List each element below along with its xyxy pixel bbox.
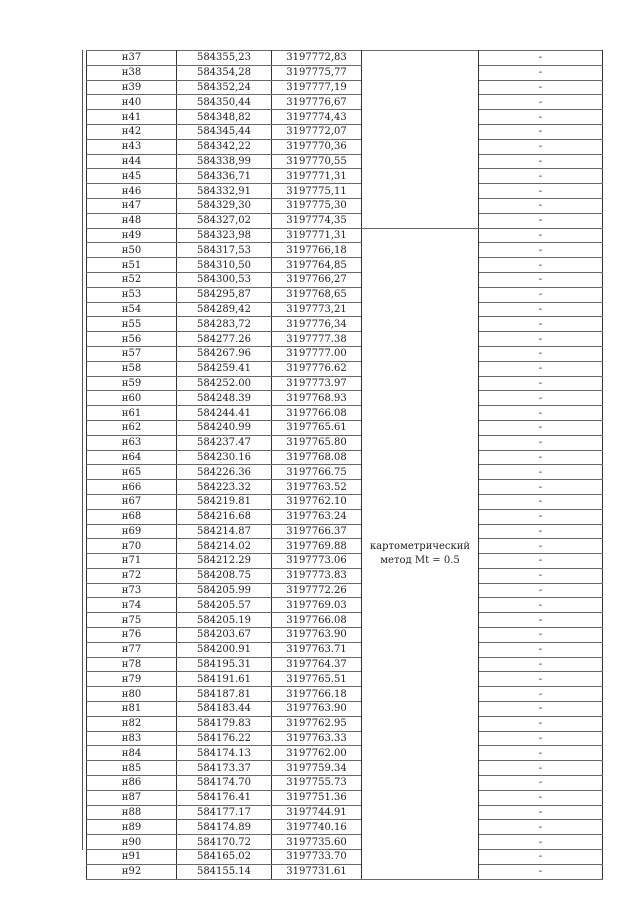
table-row (87, 332, 603, 347)
table-row (87, 761, 603, 776)
accuracy-cell: - (479, 435, 603, 450)
x-coordinate-cell: 584208.75 (177, 568, 272, 583)
table-row (87, 124, 603, 139)
point-name-cell: н71 (87, 554, 177, 569)
y-coordinate-cell: 3197775,77 (272, 65, 362, 80)
point-name-cell: н42 (87, 124, 177, 139)
point-name-cell: н58 (87, 361, 177, 376)
x-coordinate-cell: 584176.41 (177, 790, 272, 805)
point-name-cell: н56 (87, 332, 177, 347)
table-row (87, 835, 603, 850)
table-row (87, 657, 603, 672)
table-row (87, 391, 603, 406)
accuracy-cell: - (479, 139, 603, 154)
x-coordinate-cell: 584289,42 (177, 302, 272, 317)
y-coordinate-cell: 3197769.03 (272, 598, 362, 613)
table-row (87, 95, 603, 110)
point-name-cell: н51 (87, 258, 177, 273)
point-name-cell: н75 (87, 613, 177, 628)
table-row (87, 554, 603, 569)
point-name-cell: н55 (87, 317, 177, 332)
point-name-cell: н39 (87, 80, 177, 95)
point-name-cell: н60 (87, 391, 177, 406)
point-name-cell: н87 (87, 790, 177, 805)
x-coordinate-cell: 584327,02 (177, 213, 272, 228)
accuracy-cell: - (479, 583, 603, 598)
table-row (87, 139, 603, 154)
accuracy-cell: - (479, 450, 603, 465)
accuracy-cell: - (479, 420, 603, 435)
accuracy-cell: - (479, 672, 603, 687)
x-coordinate-cell: 584310,50 (177, 258, 272, 273)
x-coordinate-cell: 584283,72 (177, 317, 272, 332)
point-name-cell: н81 (87, 702, 177, 717)
accuracy-cell: - (479, 243, 603, 258)
y-coordinate-cell: 3197772,83 (272, 51, 362, 66)
table-row (87, 642, 603, 657)
accuracy-cell: - (479, 850, 603, 865)
point-name-cell: н43 (87, 139, 177, 154)
point-name-cell: н48 (87, 213, 177, 228)
accuracy-cell: - (479, 184, 603, 199)
accuracy-cell: - (479, 65, 603, 80)
x-coordinate-cell: 584219.81 (177, 494, 272, 509)
y-coordinate-cell: 3197776,34 (272, 317, 362, 332)
accuracy-cell: - (479, 539, 603, 554)
point-name-cell: н70 (87, 539, 177, 554)
point-name-cell: н63 (87, 435, 177, 450)
table-row (87, 317, 603, 332)
x-coordinate-cell: 584244.41 (177, 406, 272, 421)
x-coordinate-cell: 584230.16 (177, 450, 272, 465)
accuracy-cell: - (479, 494, 603, 509)
table-row (87, 850, 603, 865)
accuracy-cell: - (479, 346, 603, 361)
point-name-cell: н68 (87, 509, 177, 524)
table-row (87, 716, 603, 731)
x-coordinate-cell: 584352,24 (177, 80, 272, 95)
x-coordinate-cell: 584170.72 (177, 835, 272, 850)
point-name-cell: н54 (87, 302, 177, 317)
x-coordinate-cell: 584200.91 (177, 642, 272, 657)
table-row (87, 731, 603, 746)
x-coordinate-cell: 584338,99 (177, 154, 272, 169)
point-name-cell: н86 (87, 776, 177, 791)
accuracy-cell: - (479, 80, 603, 95)
accuracy-cell: - (479, 169, 603, 184)
point-name-cell: н77 (87, 642, 177, 657)
y-coordinate-cell: 3197766.37 (272, 524, 362, 539)
accuracy-cell: - (479, 110, 603, 125)
x-coordinate-cell: 584323,98 (177, 228, 272, 243)
y-coordinate-cell: 3197763.71 (272, 642, 362, 657)
point-name-cell: н73 (87, 583, 177, 598)
accuracy-cell: - (479, 613, 603, 628)
y-coordinate-cell: 3197759.34 (272, 761, 362, 776)
point-name-cell: н92 (87, 864, 177, 879)
table-row (87, 258, 603, 273)
y-coordinate-cell: 3197773.83 (272, 568, 362, 583)
x-coordinate-cell: 584223.32 (177, 480, 272, 495)
table-row (87, 628, 603, 643)
point-name-cell: н61 (87, 406, 177, 421)
method-cell: картометрический метод Mt = 0.5 (362, 228, 479, 879)
y-coordinate-cell: 3197766.08 (272, 613, 362, 628)
table-row (87, 864, 603, 879)
table-row (87, 583, 603, 598)
table-row (87, 687, 603, 702)
y-coordinate-cell: 3197764.37 (272, 657, 362, 672)
point-name-cell: н79 (87, 672, 177, 687)
x-coordinate-cell: 584295,87 (177, 287, 272, 302)
accuracy-cell: - (479, 124, 603, 139)
x-coordinate-cell: 584237.47 (177, 435, 272, 450)
accuracy-cell: - (479, 258, 603, 273)
x-coordinate-cell: 584259.41 (177, 361, 272, 376)
y-coordinate-cell: 3197774,43 (272, 110, 362, 125)
x-coordinate-cell: 584226.36 (177, 465, 272, 480)
accuracy-cell: - (479, 776, 603, 791)
x-coordinate-cell: 584317,53 (177, 243, 272, 258)
accuracy-cell: - (479, 746, 603, 761)
accuracy-cell: - (479, 716, 603, 731)
table-row (87, 820, 603, 835)
coordinates-table (86, 50, 603, 880)
accuracy-cell: - (479, 376, 603, 391)
point-name-cell: н88 (87, 805, 177, 820)
y-coordinate-cell: 3197763.52 (272, 480, 362, 495)
y-coordinate-cell: 3197770,36 (272, 139, 362, 154)
point-name-cell: н46 (87, 184, 177, 199)
table-row (87, 702, 603, 717)
x-coordinate-cell: 584205.19 (177, 613, 272, 628)
accuracy-cell: - (479, 228, 603, 243)
accuracy-cell: - (479, 509, 603, 524)
table-row (87, 480, 603, 495)
y-coordinate-cell: 3197777.00 (272, 346, 362, 361)
accuracy-cell: - (479, 820, 603, 835)
accuracy-cell: - (479, 465, 603, 480)
accuracy-cell: - (479, 332, 603, 347)
x-coordinate-cell: 584267.96 (177, 346, 272, 361)
point-name-cell: н74 (87, 598, 177, 613)
accuracy-cell: - (479, 731, 603, 746)
table-row (87, 790, 603, 805)
table-row (87, 198, 603, 213)
table-row (87, 184, 603, 199)
x-coordinate-cell: 584205.57 (177, 598, 272, 613)
x-coordinate-cell: 584342,22 (177, 139, 272, 154)
x-coordinate-cell: 584329,30 (177, 198, 272, 213)
y-coordinate-cell: 3197768.93 (272, 391, 362, 406)
y-coordinate-cell: 3197776,67 (272, 95, 362, 110)
accuracy-cell: - (479, 302, 603, 317)
accuracy-cell: - (479, 687, 603, 702)
table-row (87, 465, 603, 480)
point-name-cell: н82 (87, 716, 177, 731)
y-coordinate-cell: 3197768.08 (272, 450, 362, 465)
point-name-cell: н91 (87, 850, 177, 865)
x-coordinate-cell: 584248.39 (177, 391, 272, 406)
point-name-cell: н85 (87, 761, 177, 776)
y-coordinate-cell: 3197744.91 (272, 805, 362, 820)
y-coordinate-cell: 3197763.33 (272, 731, 362, 746)
accuracy-cell: - (479, 198, 603, 213)
accuracy-cell: - (479, 391, 603, 406)
table-row (87, 746, 603, 761)
x-coordinate-cell: 584354,28 (177, 65, 272, 80)
x-coordinate-cell: 584216.68 (177, 509, 272, 524)
point-name-cell: н62 (87, 420, 177, 435)
point-name-cell: н38 (87, 65, 177, 80)
x-coordinate-cell: 584212.29 (177, 554, 272, 569)
table-row (87, 213, 603, 228)
coordinates-table-body (87, 51, 603, 880)
x-coordinate-cell: 584177.17 (177, 805, 272, 820)
accuracy-cell: - (479, 790, 603, 805)
table-row (87, 509, 603, 524)
accuracy-cell: - (479, 287, 603, 302)
accuracy-cell: - (479, 835, 603, 850)
accuracy-cell: - (479, 598, 603, 613)
point-name-cell: н57 (87, 346, 177, 361)
accuracy-cell: - (479, 642, 603, 657)
accuracy-cell: - (479, 51, 603, 66)
x-coordinate-cell: 584165.02 (177, 850, 272, 865)
y-coordinate-cell: 3197774,35 (272, 213, 362, 228)
table-row (87, 346, 603, 361)
accuracy-cell: - (479, 406, 603, 421)
y-coordinate-cell: 3197762.10 (272, 494, 362, 509)
x-coordinate-cell: 584191.61 (177, 672, 272, 687)
y-coordinate-cell: 3197766,18 (272, 243, 362, 258)
point-name-cell: н44 (87, 154, 177, 169)
y-coordinate-cell: 3197771,31 (272, 169, 362, 184)
x-coordinate-cell: 584240.99 (177, 420, 272, 435)
accuracy-cell: - (479, 864, 603, 879)
y-coordinate-cell: 3197766.75 (272, 465, 362, 480)
table-row (87, 539, 603, 554)
table-row (87, 406, 603, 421)
table-row (87, 80, 603, 95)
x-coordinate-cell: 584179.83 (177, 716, 272, 731)
x-coordinate-cell: 584350,44 (177, 95, 272, 110)
table-row (87, 287, 603, 302)
y-coordinate-cell: 3197762.00 (272, 746, 362, 761)
x-coordinate-cell: 584174.89 (177, 820, 272, 835)
margin-rule (82, 50, 83, 850)
table-row (87, 435, 603, 450)
point-name-cell: н90 (87, 835, 177, 850)
point-name-cell: н50 (87, 243, 177, 258)
y-coordinate-cell: 3197773,21 (272, 302, 362, 317)
point-name-cell: н59 (87, 376, 177, 391)
y-coordinate-cell: 3197776.62 (272, 361, 362, 376)
accuracy-cell: - (479, 213, 603, 228)
x-coordinate-cell: 584203.67 (177, 628, 272, 643)
x-coordinate-cell: 584176.22 (177, 731, 272, 746)
y-coordinate-cell: 3197765.51 (272, 672, 362, 687)
y-coordinate-cell: 3197777,19 (272, 80, 362, 95)
table-row (87, 420, 603, 435)
point-name-cell: н89 (87, 820, 177, 835)
y-coordinate-cell: 3197763.24 (272, 509, 362, 524)
point-name-cell: н84 (87, 746, 177, 761)
x-coordinate-cell: 584173.37 (177, 761, 272, 776)
accuracy-cell: - (479, 554, 603, 569)
y-coordinate-cell: 3197775,11 (272, 184, 362, 199)
y-coordinate-cell: 3197766.08 (272, 406, 362, 421)
y-coordinate-cell: 3197735.60 (272, 835, 362, 850)
y-coordinate-cell: 3197771,31 (272, 228, 362, 243)
table-row (87, 154, 603, 169)
x-coordinate-cell: 584332,91 (177, 184, 272, 199)
point-name-cell: н72 (87, 568, 177, 583)
accuracy-cell: - (479, 657, 603, 672)
y-coordinate-cell: 3197764,85 (272, 258, 362, 273)
accuracy-cell: - (479, 154, 603, 169)
table-row (87, 361, 603, 376)
table-row (87, 228, 603, 243)
y-coordinate-cell: 3197755.73 (272, 776, 362, 791)
accuracy-cell: - (479, 568, 603, 583)
accuracy-cell: - (479, 480, 603, 495)
table-row (87, 672, 603, 687)
table-row (87, 169, 603, 184)
y-coordinate-cell: 3197773.06 (272, 554, 362, 569)
accuracy-cell: - (479, 524, 603, 539)
table-row (87, 805, 603, 820)
x-coordinate-cell: 584155.14 (177, 864, 272, 879)
point-name-cell: н76 (87, 628, 177, 643)
y-coordinate-cell: 3197775,30 (272, 198, 362, 213)
x-coordinate-cell: 584214.02 (177, 539, 272, 554)
x-coordinate-cell: 584348,82 (177, 110, 272, 125)
table-row (87, 302, 603, 317)
table-row (87, 243, 603, 258)
y-coordinate-cell: 3197733.70 (272, 850, 362, 865)
x-coordinate-cell: 584174.13 (177, 746, 272, 761)
x-coordinate-cell: 584252.00 (177, 376, 272, 391)
point-name-cell: н64 (87, 450, 177, 465)
accuracy-cell: - (479, 702, 603, 717)
table-row (87, 272, 603, 287)
x-coordinate-cell: 584336,71 (177, 169, 272, 184)
table-row (87, 65, 603, 80)
x-coordinate-cell: 584174.70 (177, 776, 272, 791)
y-coordinate-cell: 3197772,07 (272, 124, 362, 139)
point-name-cell: н69 (87, 524, 177, 539)
table-row (87, 598, 603, 613)
y-coordinate-cell: 3197773.97 (272, 376, 362, 391)
table-row (87, 450, 603, 465)
point-name-cell: н66 (87, 480, 177, 495)
accuracy-cell: - (479, 317, 603, 332)
point-name-cell: н49 (87, 228, 177, 243)
y-coordinate-cell: 3197765.80 (272, 435, 362, 450)
x-coordinate-cell: 584205.99 (177, 583, 272, 598)
point-name-cell: н41 (87, 110, 177, 125)
accuracy-cell: - (479, 761, 603, 776)
x-coordinate-cell: 584355,23 (177, 51, 272, 66)
x-coordinate-cell: 584214.87 (177, 524, 272, 539)
y-coordinate-cell: 3197769.88 (272, 539, 362, 554)
y-coordinate-cell: 3197770,55 (272, 154, 362, 169)
point-name-cell: н40 (87, 95, 177, 110)
table-row (87, 524, 603, 539)
x-coordinate-cell: 584187.81 (177, 687, 272, 702)
y-coordinate-cell: 3197772.26 (272, 583, 362, 598)
y-coordinate-cell: 3197766,27 (272, 272, 362, 287)
accuracy-cell: - (479, 361, 603, 376)
y-coordinate-cell: 3197740.16 (272, 820, 362, 835)
y-coordinate-cell: 3197763.90 (272, 702, 362, 717)
table-row (87, 613, 603, 628)
accuracy-cell: - (479, 272, 603, 287)
point-name-cell: н47 (87, 198, 177, 213)
table-row (87, 110, 603, 125)
y-coordinate-cell: 3197777.38 (272, 332, 362, 347)
x-coordinate-cell: 584195.31 (177, 657, 272, 672)
accuracy-cell: - (479, 628, 603, 643)
x-coordinate-cell: 584345,44 (177, 124, 272, 139)
accuracy-cell: - (479, 805, 603, 820)
y-coordinate-cell: 3197765.61 (272, 420, 362, 435)
point-name-cell: н45 (87, 169, 177, 184)
y-coordinate-cell: 3197763.90 (272, 628, 362, 643)
point-name-cell: н80 (87, 687, 177, 702)
x-coordinate-cell: 584183.44 (177, 702, 272, 717)
method-cell-top (362, 51, 479, 229)
table-row (87, 376, 603, 391)
point-name-cell: н65 (87, 465, 177, 480)
x-coordinate-cell: 584277.26 (177, 332, 272, 347)
point-name-cell: н83 (87, 731, 177, 746)
point-name-cell: н53 (87, 287, 177, 302)
point-name-cell: н37 (87, 51, 177, 66)
y-coordinate-cell: 3197766.18 (272, 687, 362, 702)
accuracy-cell: - (479, 95, 603, 110)
table-row (87, 568, 603, 583)
point-name-cell: н78 (87, 657, 177, 672)
table-row (87, 51, 603, 66)
table-row (87, 494, 603, 509)
point-name-cell: н67 (87, 494, 177, 509)
y-coordinate-cell: 3197762.95 (272, 716, 362, 731)
y-coordinate-cell: 3197768,65 (272, 287, 362, 302)
x-coordinate-cell: 584300,53 (177, 272, 272, 287)
table-row (87, 776, 603, 791)
y-coordinate-cell: 3197731.61 (272, 864, 362, 879)
point-name-cell: н52 (87, 272, 177, 287)
y-coordinate-cell: 3197751.36 (272, 790, 362, 805)
